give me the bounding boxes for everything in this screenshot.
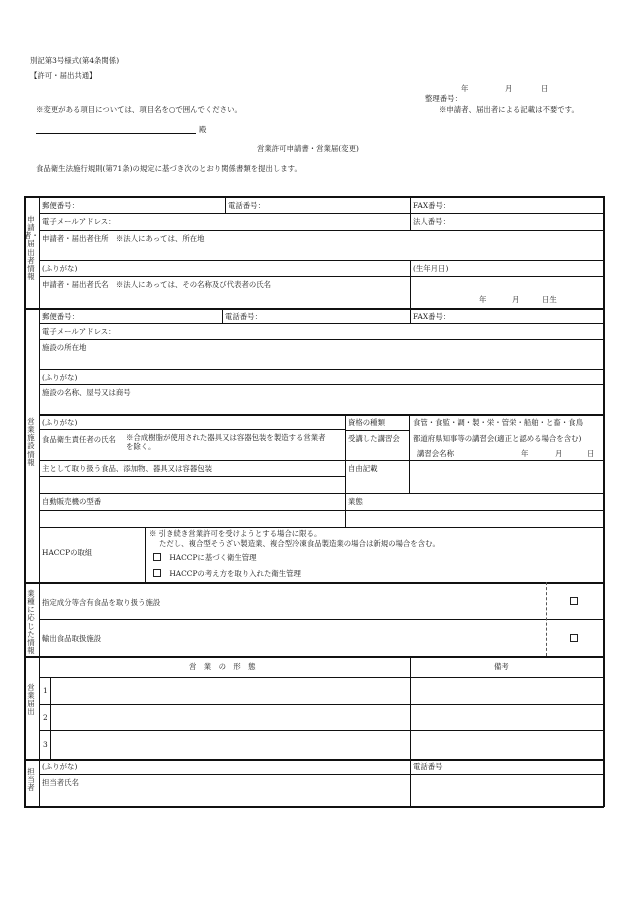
business-form-header: 営 業 の 形 態 (189, 662, 256, 671)
designated-ingredients-label: 指定成分等含有食品を取り扱う施設 (42, 598, 161, 607)
row-line (39, 476, 345, 477)
col-line (410, 196, 411, 230)
row-line (345, 430, 409, 431)
application-form (24, 196, 604, 807)
checkbox-icon[interactable] (153, 569, 161, 577)
facility-furigana-label: (ふりがな) (42, 373, 78, 382)
form-number: 別記第3号様式(第4条関係) (30, 56, 120, 65)
applicant-email-label: 電子メールアドレス： (42, 217, 116, 226)
training-day: 日 (587, 449, 595, 458)
col-line (410, 759, 411, 807)
row-number-3: 3 (43, 740, 48, 749)
notification-section-label: 営業届出 (27, 683, 35, 717)
reference-number-label: 整理番号： (425, 94, 462, 103)
col-line (50, 677, 51, 759)
row-line (39, 619, 603, 620)
training-detail: 都道府県知事等の講習会(適正と認める場合を含む) (413, 434, 582, 443)
form-category: 【許可・届出共通】 (30, 71, 97, 80)
facility-section-label: 営業施設情報 (27, 417, 35, 467)
row-line (39, 774, 603, 775)
birth-date-label: (生年月日) (413, 264, 449, 273)
checkbox-icon[interactable] (570, 597, 578, 605)
row-line (39, 677, 603, 678)
training-month: 月 (555, 449, 563, 458)
haccp-option-1-label: HACCPに基づく衛生管理 (169, 553, 257, 562)
applicant-section-label: 申請者・届出者情報 (24, 215, 39, 281)
facility-postal-label: 郵便番号： (42, 312, 79, 321)
facility-fax-label: FAX番号： (413, 312, 451, 321)
addressee-suffix: 殿 (199, 125, 207, 134)
row-line (39, 260, 603, 261)
row-line (39, 510, 603, 511)
business-type-label: 業態 (348, 497, 363, 506)
statement: 食品衛生法施行規則(第71条)の規定に基づき次のとおり関係書類を提出します。 (36, 164, 302, 173)
remarks-header: 備考 (494, 662, 509, 671)
section-divider (24, 308, 604, 310)
col-line (145, 527, 146, 582)
haccp-option-1[interactable] (153, 553, 257, 561)
row-line (39, 276, 603, 277)
row-line (39, 339, 603, 340)
label-column-divider (39, 196, 40, 807)
training-name-label: 講習会名称 (417, 449, 454, 458)
row-line (39, 730, 603, 731)
corporate-number-label: 法人番号： (413, 217, 450, 226)
col-line (345, 414, 346, 527)
contact-phone-label: 電話番号 (413, 762, 443, 771)
export-food-label: 輸出食品取扱施設 (42, 634, 102, 643)
contact-section-label: 担当者 (27, 767, 35, 793)
training-year: 年 (521, 449, 529, 458)
row-line (345, 460, 603, 461)
qualification-type-label: 資格の種類 (348, 418, 385, 427)
row-line (39, 527, 603, 528)
applicant-name-label: 申請者・届出者氏名 ※法人にあっては、その名称及び代表者の氏名 (42, 280, 272, 289)
addressee-line (36, 133, 196, 134)
haccp-label: HACCPの取組 (42, 548, 93, 557)
border-top (24, 196, 604, 198)
manager-furigana-label: (ふりがな) (42, 418, 78, 427)
col-line (409, 414, 410, 493)
business-info-section-label: 業種に応じた情報 (27, 589, 35, 655)
section-divider (24, 582, 604, 584)
row-line (39, 323, 603, 324)
section-divider (24, 759, 604, 761)
row-line (39, 369, 603, 370)
row-line (39, 704, 603, 705)
haccp-note-1: ※ 引き続き営業許可を受けようとする場合に限る。 (149, 529, 322, 538)
border-bottom (24, 806, 604, 808)
row-line (39, 493, 603, 494)
col-line (410, 656, 411, 759)
col-line (225, 196, 226, 213)
date-month: 月 (505, 84, 513, 93)
haccp-option-2-label: HACCPの考え方を取り入れた衛生管理 (169, 569, 301, 578)
col-line (410, 260, 411, 308)
row-number-1: 1 (43, 686, 48, 695)
applicant-note: ※申請者、届出者による記載は不要です。 (439, 105, 579, 114)
haccp-option-2[interactable] (153, 569, 301, 577)
row-line (39, 460, 345, 461)
section-divider (24, 656, 604, 658)
birth-day: 日生 (542, 295, 557, 304)
contact-furigana-label: (ふりがな) (42, 762, 78, 771)
facility-phone-label: 電話番号： (225, 312, 262, 321)
row-line (39, 230, 603, 231)
designated-ingredients-checkbox[interactable] (570, 597, 578, 605)
row-number-2: 2 (43, 713, 48, 722)
facility-location-label: 施設の所在地 (42, 343, 87, 352)
vending-model-label: 自動販売機の型番 (42, 497, 102, 506)
border-right (603, 196, 605, 807)
row-line (39, 213, 603, 214)
col-line (222, 308, 223, 324)
training-label: 受講した講習会 (348, 434, 400, 443)
facility-name-label: 施設の名称、屋号又は商号 (42, 388, 131, 397)
haccp-note-2: ただし、複合型そうざい製造業、複合型冷凍食品製造業の場合は新規の場合を含む。 (159, 539, 440, 548)
row-line (39, 414, 603, 416)
change-note: ※変更がある項目については、項目名を○で囲んでください。 (36, 105, 242, 114)
row-line (39, 384, 603, 385)
applicant-furigana-label: (ふりがな) (42, 264, 78, 273)
checkbox-icon[interactable] (153, 553, 161, 561)
manager-name-note-2: を除く。 (126, 442, 156, 451)
applicant-fax-label: FAX番号： (413, 201, 451, 210)
document-title: 営業許可申請書・営業届(変更) (257, 144, 359, 153)
manager-name-label: 食品衛生責任者の氏名 (42, 435, 116, 444)
export-food-checkbox[interactable] (570, 634, 578, 642)
free-entry-label: 自由記載 (348, 464, 378, 473)
date-day: 日 (541, 84, 549, 93)
main-products-label: 主として取り扱う食品、添加物、器具又は容器包装 (42, 464, 212, 473)
checkbox-icon[interactable] (570, 634, 578, 642)
row-line (39, 429, 345, 430)
birth-month: 月 (512, 295, 520, 304)
applicant-phone-label: 電話番号： (228, 201, 265, 210)
dashed-divider (546, 582, 547, 656)
birth-year: 年 (479, 295, 487, 304)
applicant-postal-label: 郵便番号： (42, 201, 79, 210)
facility-email-label: 電子メールアドレス： (42, 327, 116, 336)
contact-name-label: 担当者氏名 (42, 778, 79, 787)
col-line (410, 308, 411, 324)
applicant-address-label: 申請者・届出者住所 ※法人にあっては、所在地 (42, 234, 205, 243)
qualification-options: 食管・食監・調・製・栄・管栄・船舶・と畜・食鳥 (413, 418, 583, 427)
date-year: 年 (461, 84, 469, 93)
manager-name-note: ※合成樹脂が使用された器具又は容器包装を製造する営業者 (126, 433, 326, 442)
